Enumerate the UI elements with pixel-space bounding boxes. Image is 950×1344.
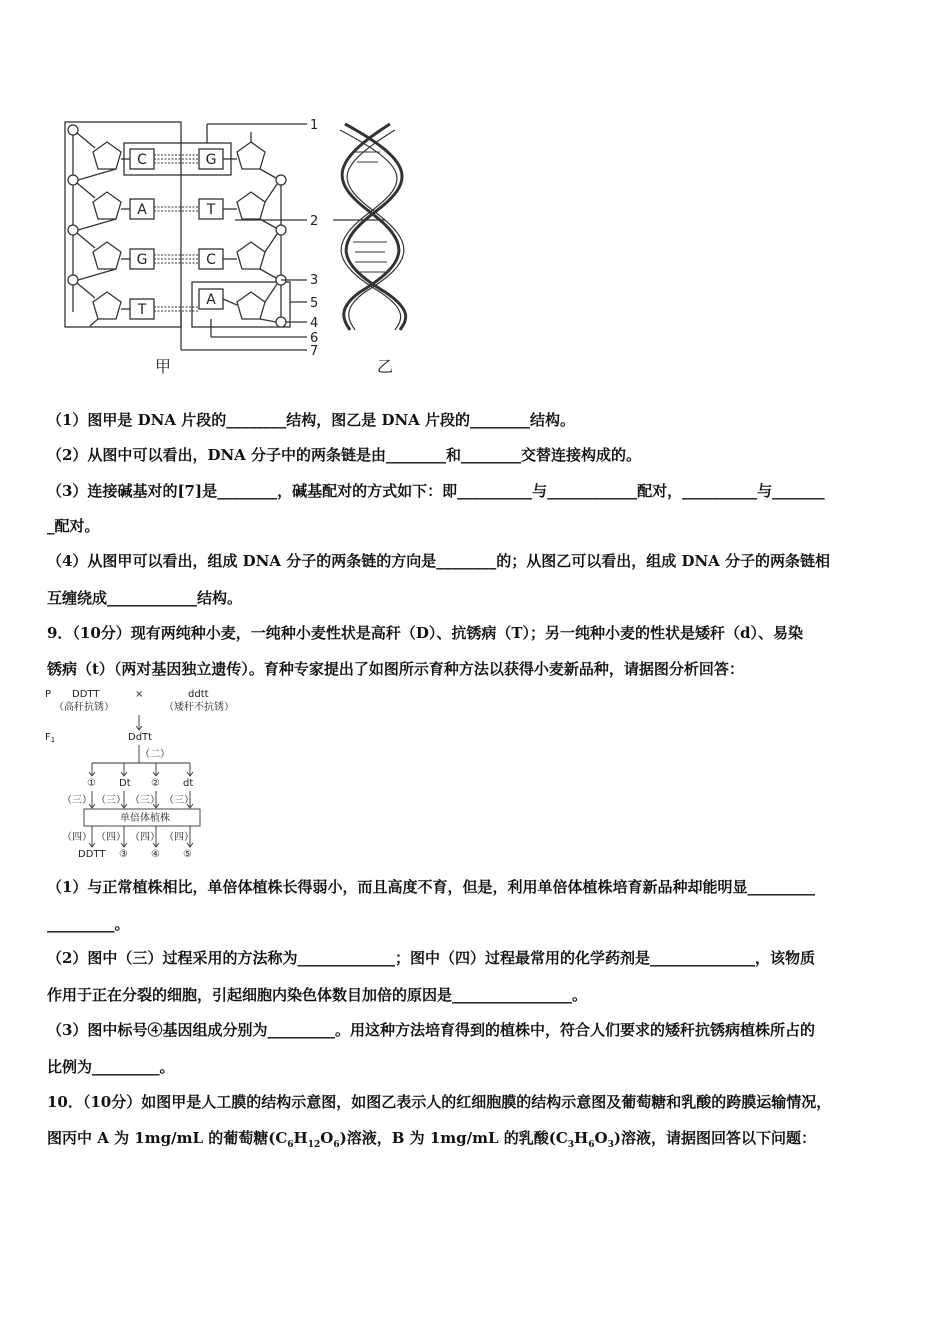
q8-part4-line1: （4）从图甲可以看出，组成 DNA 分子的两条链的方向是________的；从图乙可以看出，组成 DNA 分子的两条链相: [47, 552, 831, 570]
callout-4: 4: [310, 316, 319, 331]
q8-part3-line1: （3）连接碱基对的[7]是________，碱基配对的方式如下：即__________与____________配对，__________与_______: [47, 482, 825, 500]
step-three-3: （三）: [130, 795, 160, 806]
step-three-4: （三）: [164, 795, 194, 806]
step-three-1: （三）: [62, 795, 92, 806]
q8-part4-line2: 互缠绕成____________结构。: [47, 589, 243, 607]
callout-5: 5: [310, 296, 319, 311]
breeding-diagram: [42, 685, 282, 865]
left-base-4: T: [137, 302, 147, 318]
step-two: （二）: [140, 749, 170, 760]
left-base-2: A: [137, 202, 147, 218]
gamete-2: Dt: [119, 778, 131, 789]
q8-part2: （2）从图中可以看出，DNA 分子中的两条链是由________和________交替连接构成的。: [47, 446, 642, 464]
step-four-4: （四）: [164, 832, 194, 843]
right-base-4: A: [206, 292, 216, 308]
callout-1: 1: [310, 118, 319, 133]
q8-part1: （1）图甲是 DNA 片段的________结构，图乙是 DNA 片段的________结构。: [47, 411, 576, 429]
left-base-1: C: [137, 152, 147, 168]
offspring-3: ④: [151, 849, 160, 860]
offspring-1: DDTT: [78, 849, 106, 860]
left-base-3: G: [136, 252, 148, 268]
f1-genotype: DdTt: [128, 732, 153, 743]
offspring-4: ⑤: [183, 849, 192, 860]
label-yi: 乙: [376, 357, 394, 376]
parent2-genotype: ddtt: [188, 689, 209, 700]
gamete-4: dt: [183, 778, 194, 789]
step-three-2: （三）: [96, 795, 126, 806]
q9-part1-line2: _________。: [47, 915, 130, 933]
callout-6: 6: [310, 331, 319, 346]
q8-part3-line2: _配对。: [47, 517, 100, 535]
q9-part3-line1: （3）图中标号④基因组成分别为_________。用这种方法培育得到的植株中，符合人们要求的矮秆抗锈病植株所占的: [47, 1021, 815, 1039]
q9-part1-line1: （1）与正常植株相比，单倍体植株长得弱小，而且高度不育，但是，利用单倍体植株培育新品种却能明显_________: [47, 878, 815, 896]
p-label: P: [45, 689, 52, 700]
cross-symbol: ×: [135, 689, 144, 700]
right-base-1: G: [205, 152, 217, 168]
f1-label: $F_1$: [45, 732, 56, 744]
parent1-genotype: DDTT: [72, 689, 100, 700]
callout-3: 3: [310, 273, 319, 288]
step-four-3: （四）: [130, 832, 160, 843]
haploid-box-label: 单倍体植株: [120, 813, 170, 824]
callout-2: 2: [310, 214, 319, 229]
q9-part3-line2: 比例为_________。: [47, 1058, 175, 1076]
q9-stem-line2: 锈病（t）（两对基因独立遗传）。育种专家提出了如图所示育种方法以获得小麦新品种，请据图分析回答：: [47, 660, 744, 678]
label-jia: 甲: [154, 357, 172, 376]
right-base-3: C: [206, 252, 216, 268]
q9-part2-line2: 作用于正在分裂的细胞，引起细胞内染色体数目加倍的原因是________________。: [47, 986, 588, 1004]
offspring-2: ③: [119, 849, 128, 860]
q10-stem-line1: 10．（10分）如图甲是人工膜的结构示意图，如图乙表示人的红细胞膜的结构示意图及葡萄糖和乳酸的跨膜运输情况，: [47, 1093, 832, 1111]
gamete-3: ②: [151, 778, 160, 789]
step-four-1: （四）: [62, 832, 92, 843]
q9-stem-line1: 9．（10分）现有两纯种小麦，一纯种小麦性状是高秆（D）、抗锈病（T）；另一纯种小麦的性状是矮秆（d）、易染: [47, 624, 803, 642]
dna-structure-figure: [55, 112, 425, 382]
left-strand-box: [65, 122, 181, 327]
q10-stem-line2: 图丙中 A 为 1mg/mL 的葡萄糖$(C_6H_{12}O_6)$溶液，B 为 1mg/mL 的乳酸$(C_3H_6O_3)$溶液，请据图回答以下问题：: [47, 1129, 816, 1150]
right-base-2: T: [206, 202, 216, 218]
step-four-2: （四）: [96, 832, 126, 843]
q9-part2-line1: （2）图中（三）过程采用的方法称为_____________；图中（四）过程最常用的化学药剂是______________，该物质: [47, 949, 815, 967]
gamete-1: ①: [87, 778, 96, 789]
parent2-note: （矮秆不抗锈）: [164, 702, 234, 713]
callout-7: 7: [310, 344, 319, 359]
parent1-note: （高秆抗锈）: [54, 702, 114, 713]
